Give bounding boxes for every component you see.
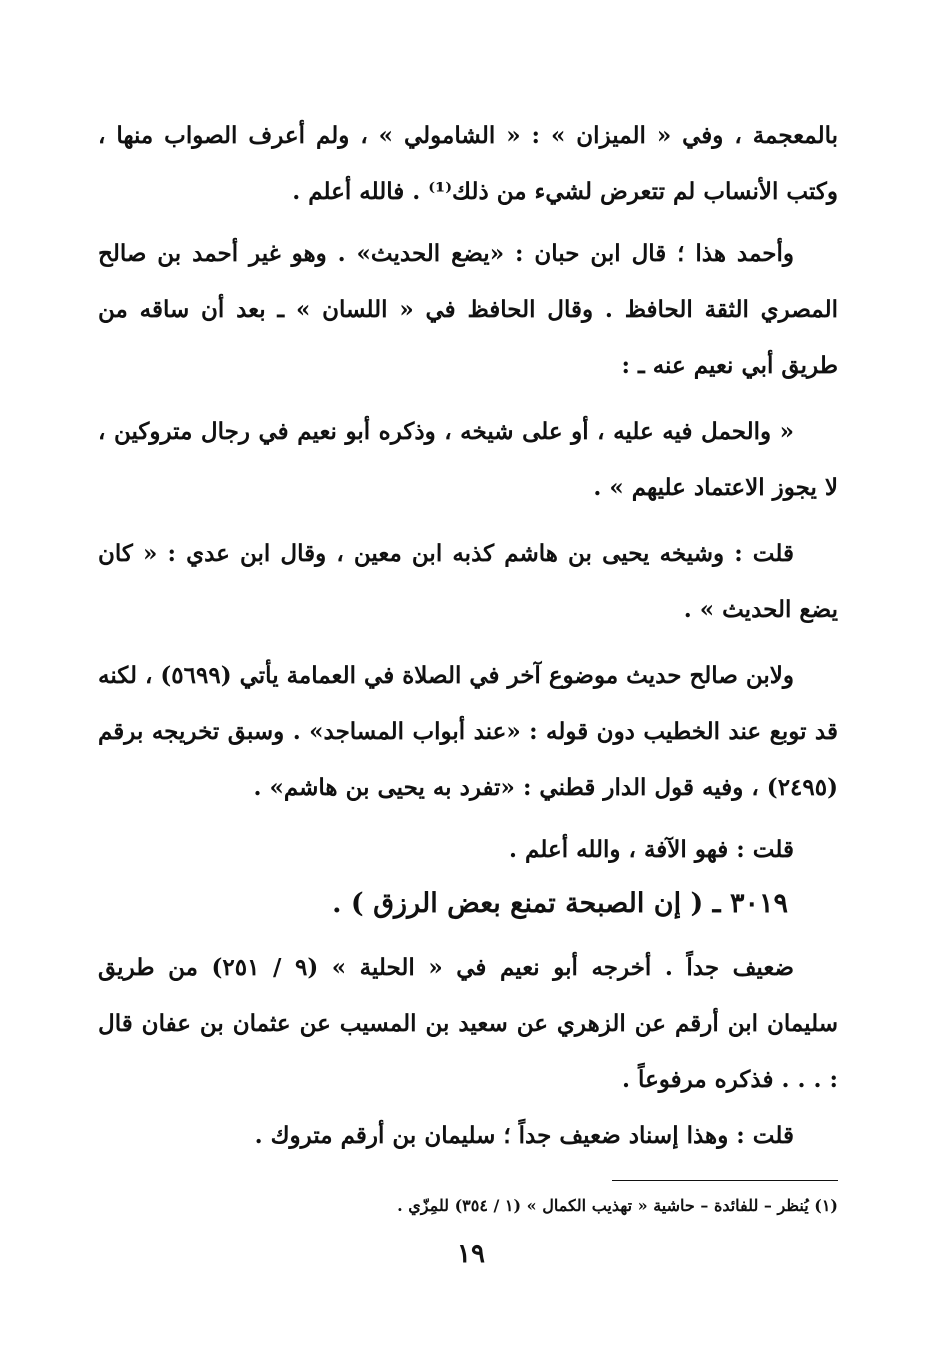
paragraph-sheikh: قلت : وشيخه يحيى بن هاشم كذبه ابن معين ، وقال ابن عدي : « كان يضع الحديث » . xyxy=(98,540,838,623)
paragraph-quote-lisan: « والحمل فيه عليه ، أو على شيخه ، وذكره أبو نعيم في رجال متروكين ، لا يجوز الاعتماد عليهم » . xyxy=(98,418,838,501)
paragraph-ibn-salih: ولابن صالح حديث موضوع آخر في الصلاة في العمامة يأتي (٥٦٩٩) ، لكنه قد توبع عند الخطيب دون قوله : «عند أبواب المساجد» . وسبق تخريجه برقم (٢٤٩٥) ، وفيه قول الدار قطني : «تفرد به يحيى بن هاشم» . xyxy=(97,662,838,801)
paragraph-continuation: بالمعجمة ، وفي « الميزان » : « الشامولي » ، ولم أعرف الصواب منها ، وكتب الأنساب لم تتعرض لشيء من ذلك⁽¹⁾ . فالله أعلم . xyxy=(98,122,838,205)
paragraph-ahmad: وأحمد هذا ؛ قال ابن حبان : «يضع الحديث» . وهو غير أحمد بن صالح المصري الثقة الحافظ . وقال الحافظ في « اللسان » ـ بعد أن ساقه من طريق أبي نعيم عنه ـ : xyxy=(98,240,838,379)
paragraph-isnad: قلت : وهذا إسناد ضعيف جداً ؛ سليمان بن أرقم متروك . xyxy=(254,1122,794,1149)
paragraph-conclusion: قلت : فهو الآفة ، والله أعلم . xyxy=(509,836,794,863)
footnote-divider xyxy=(612,1180,838,1181)
page-number: ١٩ xyxy=(457,1239,485,1269)
main-text-lower xyxy=(98,940,838,1164)
footnote: (١) يُنظر – للفائدة – حاشية « تهذيب الكمال » (١ / ٣٥٤) للمِزّي . xyxy=(397,1196,838,1215)
main-text-upper xyxy=(98,108,838,878)
paragraph-grading: ضعيف جداً . أخرجه أبو نعيم في « الحلية » (٩ / ٢٥١) من طريق سليمان ابن أرقم عن الزهري عن سعيد بن المسيب عن عثمان بن عفان قال : . . . فذكره مرفوعاً . xyxy=(98,954,838,1093)
hadith-heading: ٣٠١٩ ـ ( إن الصبحة تمنع بعض الرزق ) . xyxy=(332,888,788,919)
